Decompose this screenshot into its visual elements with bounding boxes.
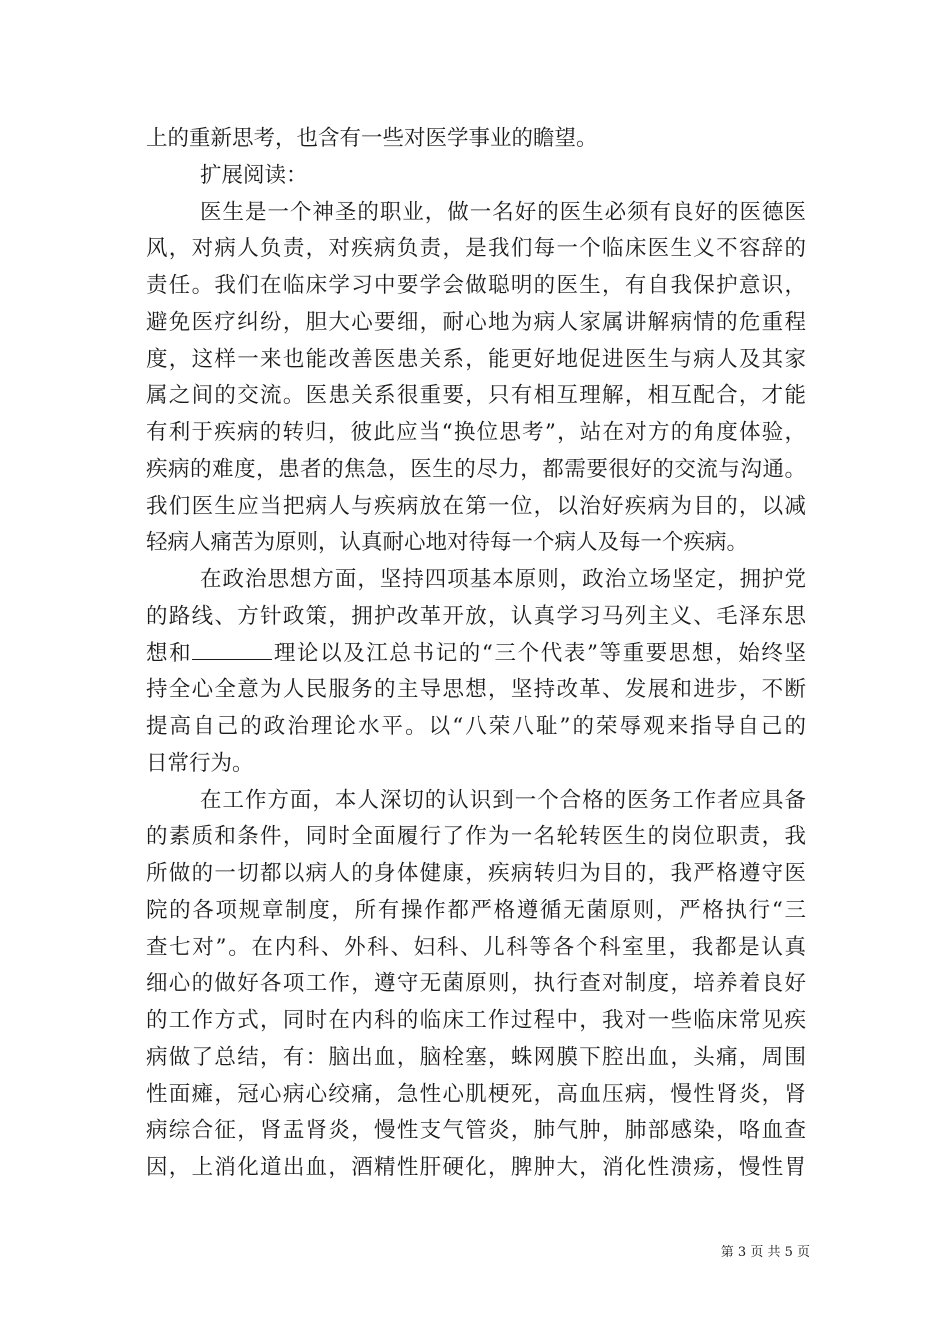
text-line: 医生是一个神圣的职业，做一名好的医生必须有良好的医德医: [200, 199, 806, 225]
text-line: 的工作方式，同时在内科的临床工作过程中，我对一些临床常见疾: [146, 1008, 806, 1033]
fill-in-blank: [192, 637, 272, 660]
text-line: 院的各项规章制度，所有操作都严格遵循无菌原则，严格执行“三: [146, 897, 806, 923]
text-segment: 理论以及江总书记的“三个代表”等重要思想，始终坚: [272, 640, 806, 666]
text-line: 提高自己的政治理论水平。以“八荣八耻”的荣辱观来指导自己的: [146, 714, 806, 739]
text-line: 轻病人痛苦为原则，认真耐心地对待每一个病人及每一个疾病。: [146, 530, 749, 556]
text-line: 度，这样一来也能改善医患关系，能更好地促进医生与病人及其家: [146, 346, 806, 372]
text-line: 疾病的难度，患者的焦急，医生的尽力，都需要很好的交流与沟通。: [146, 456, 806, 482]
text-line: 避免医疗纠纷，胆大心要细，耐心地为病人家属讲解病情的危重程: [146, 309, 806, 335]
page-number: 第 3 页 共 5 页: [720, 1245, 810, 1260]
text-line: 因，上消化道出血，酒精性肝硬化，脾肿大，消化性溃疡，慢性胃: [146, 1155, 806, 1180]
text-line: 责任。我们在临床学习中要学会做聪明的医生，有自我保护意识，: [146, 273, 806, 298]
text-line: [146, 636, 806, 672]
text-line: 属之间的交流。医患关系很重要，只有相互理解，相互配合，才能: [146, 383, 806, 409]
text-line: 病做了总结，有：脑出血，脑栓塞，蛛网膜下腔出血，头痛，周围: [146, 1044, 806, 1070]
text-segment: 想和: [146, 640, 193, 666]
text-line: 的素质和条件，同时全面履行了作为一名轮转医生的岗位职责，我: [146, 824, 806, 850]
text-line: 的路线、方针政策，拥护改革开放，认真学习马列主义、毛泽东思: [146, 603, 806, 629]
text-line: 所做的一切都以病人的身体健康，疾病转归为目的，我严格遵守医: [146, 861, 806, 886]
text-line: 性面瘫，冠心病心绞痛，急性心肌梗死，高血压病，慢性肾炎，肾: [146, 1081, 806, 1107]
text-line: 病综合征，肾盂肾炎，慢性支气管炎，肺气肿，肺部感染，咯血查: [146, 1118, 806, 1144]
text-line: 持全心全意为人民服务的主导思想，坚持改革、发展和进步，不断: [146, 677, 806, 703]
text-line: 上的重新思考，也含有一些对医学事业的瞻望。: [146, 126, 598, 151]
text-line: 在政治思想方面，坚持四项基本原则，政治立场坚定，拥护党: [200, 567, 806, 592]
text-line: 扩展阅读：: [200, 162, 308, 188]
text-line: 风，对病人负责，对疾病负责，是我们每一个临床医生义不容辞的: [146, 236, 806, 262]
text-line: 有利于疾病的转归，彼此应当“换位思考”，站在对方的角度体验，: [146, 420, 806, 445]
text-line: 细心的做好各项工作，遵守无菌原则，执行查对制度，培养着良好: [146, 971, 806, 997]
text-line: 在工作方面，本人深切的认识到一个合格的医务工作者应具备: [200, 787, 806, 813]
text-line: 我们医生应当把病人与疾病放在第一位，以治好疾病为目的，以减: [146, 493, 806, 519]
text-line: 日常行为。: [146, 750, 254, 776]
text-line: 查七对”。在内科、外科、妇科、儿科等各个科室里，我都是认真: [146, 934, 806, 960]
